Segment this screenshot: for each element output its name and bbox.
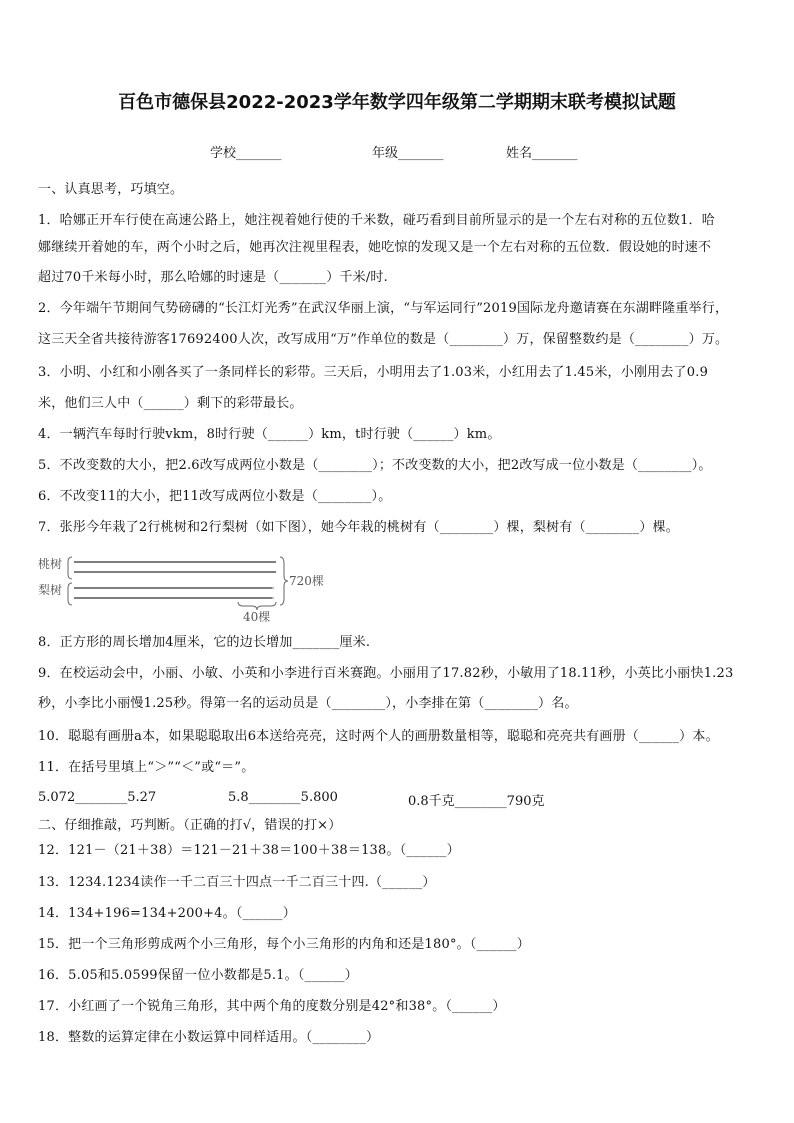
peach-brace (68, 557, 72, 579)
question-17: 17．小红画了一个锐角三角形，其中两个角的度数分别是42°和38°。（______） (38, 999, 506, 1014)
grade-field: 年级_______ (372, 146, 444, 161)
pear-label: 梨树 (38, 583, 63, 597)
question-7: 7．张彤今年栽了2行桃树和2行梨树（如下图），她今年栽的桃树有（________）棵，梨树有（________）棵。 (38, 520, 679, 535)
question-8: 8．正方形的周长增加4厘米，它的边长增加_______厘米. (38, 635, 371, 650)
compare-item-1: 5.072________5.27 (38, 790, 157, 805)
question-4: 4．一辆汽车每时行驶vkm，8时行驶（______）km，t时行驶（______）km。 (38, 427, 501, 442)
question-5: 5．不改变数的大小，把2.6改写成两位小数是（________）；不改变数的大小，把2改写成一位小数是（________）。 (38, 458, 712, 473)
difference-label: 40棵 (243, 610, 271, 622)
question-3-line-1: 3．小明、小红和小刚各买了一条同样长的彩带。三天后，小明用去了1.03米，小红用去了1.45米，小刚用去了0.9 (38, 365, 709, 380)
question-9-line-1: 9．在校运动会中，小丽、小敏、小英和小李进行百米赛跑。小丽用了17.82秒，小敏用了18.11秒，小英比小丽快1.23 (38, 666, 734, 681)
compare-item-3: 0.8千克________790克 (408, 794, 545, 809)
question-15: 15．把一个三角形剪成两个小三角形，每个小三角形的内角和还是180°。（______） (38, 937, 530, 952)
question-2-line-2: 这三天全省共接待游客17692400人次，改写成用“万”作单位的数是（________）万，保留整数约是（________）万。 (38, 332, 729, 347)
question-6: 6．不改变11的大小，把11改写成两位小数是（________）。 (38, 489, 392, 504)
question-14: 14．134+196=134+200+4。（______） (38, 906, 296, 921)
question-2-line-1: 2．今年端午节期间气势磅礴的“长江灯光秀”在武汉华丽上演，“与军运同行”2019国际龙舟邀请赛在东湖畔隆重举行， (38, 301, 729, 316)
question-1-line-1: 1．哈娜正开车行使在高速公路上，她注视着她行使的千米数，碰巧看到目前所显示的是一个左右对称的五位数1．哈 (38, 213, 715, 228)
section1-heading: 一、认真思考，巧填空。 (38, 182, 184, 197)
question-13: 13．1234.1234读作一千二百三十四点一千二百三十四.（______） (38, 875, 436, 890)
difference-brace (238, 602, 276, 610)
question-1-line-2: 娜继续开着她的车，两个小时之后，她再次注视里程表，她吃惊的发现又是一个左右对称的五位数．假设她的时速不 (38, 240, 712, 255)
question-11: 11．在括号里填上“＞”“＜”或“＝”。 (38, 760, 255, 775)
school-field: 学校_______ (210, 146, 282, 161)
peach-label: 桃树 (38, 557, 63, 571)
compare-item-2: 5.8________5.800 (228, 790, 338, 805)
question-10: 10．聪聪有画册a本，如果聪聪取出6本送给亮亮，这时两个人的画册数量相等，聪聪和亮亮共有画册（______）本。 (38, 729, 719, 744)
question-16: 16．5.05和5.0599保留一位小数都是5.1。（______） (38, 968, 358, 983)
question-1-line-3: 超过70千米每小时，那么哈娜的时速是（_______）千米/时. (38, 270, 388, 285)
question-18: 18．整数的运算定律在小数运算中同样适用。（________） (38, 1030, 380, 1045)
question-3-line-2: 米，他们三人中（______）剩下的彩带最长。 (38, 396, 303, 411)
total-brace (280, 557, 288, 605)
pear-brace (68, 583, 72, 605)
name-field: 姓名_______ (506, 146, 578, 161)
question-12: 12．121－（21＋38）＝121－21＋38＝100＋38＝138。（______） (38, 843, 460, 858)
total-label: 720棵 (289, 574, 324, 588)
page-title: 百色市德保县2022-2023学年数学四年级第二学期期末联考模拟试题 (118, 92, 676, 113)
section2-heading: 二、仔细推敲，巧判断。（正确的打√，错误的打×） (38, 818, 342, 833)
tree-rows-diagram (38, 552, 338, 622)
question-9-line-2: 秒，小李比小丽慢1.25秒。得第一名的运动员是（________），小李排在第（________）名。 (38, 696, 578, 711)
